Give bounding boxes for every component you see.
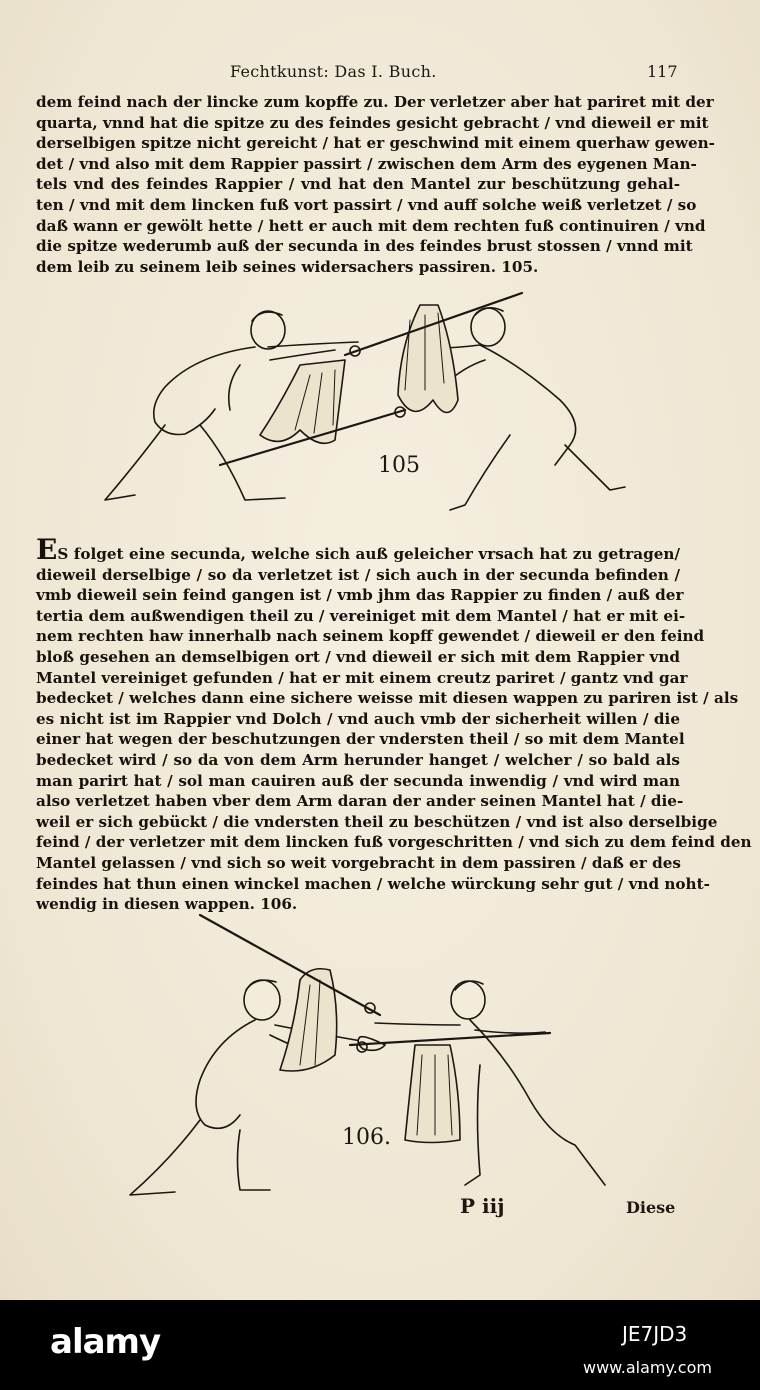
text-line: ten / vnd mit dem lincken fuß vort passirt / vnd auff solche weiß verletzet / so bbox=[36, 195, 697, 214]
text-line: die spitze wederumb auß der secunda in des feindes brust stossen / vnnd mit bbox=[36, 237, 693, 256]
paragraph-1 bbox=[36, 92, 715, 277]
text-line: dieweil derselbige / so da verletzet ist / sich auch in der secunda befinden / bbox=[36, 565, 680, 584]
text-line: es nicht ist im Rappier vnd Dolch / vnd auch vmb der sicherheit willen / die bbox=[36, 709, 680, 728]
woodcut-figure-106 bbox=[80, 905, 660, 1205]
signature-mark: P iij bbox=[460, 1194, 505, 1218]
text-line: weil er sich gebückt / die vndersten theil zu beschützen / vnd ist also derselbige bbox=[36, 812, 718, 831]
text-line: dem leib zu seinem leib seines widersachers passiren. 105. bbox=[36, 257, 539, 276]
rapier-upper bbox=[200, 915, 380, 1015]
drop-cap: E bbox=[36, 533, 58, 566]
paragraph-2 bbox=[36, 533, 752, 915]
text-line-content: S folget eine secunda, welche sich auß geleicher vrsach hat zu getragen/ bbox=[57, 545, 680, 563]
text-line: bedecket / welches dann eine sichere weisse mit diesen wappen zu pariren ist / als bbox=[36, 689, 739, 708]
text-line: man parirt hat / sol man cauiren auß der secunda inwendig / vnd wird man bbox=[36, 771, 680, 790]
left-cloak-illustration bbox=[280, 969, 337, 1071]
text-line: tertia dem außwendigen theil zu / vereiniget mit dem Mantel / hat er mit ei- bbox=[36, 606, 686, 625]
site-url: www.alamy.com bbox=[583, 1358, 712, 1377]
text-line: vmb dieweil sein feind gangen ist / vmb jhm das Rappier zu finden / auß der bbox=[36, 586, 684, 605]
rapier-lower bbox=[350, 1033, 550, 1045]
text-line: Mantel vereiniget gefunden / hat er mit einem creutz pariret / gantz vnd gar bbox=[36, 668, 688, 687]
text-line: feind / der verletzer mit dem lincken fuß vorgeschritten / vnd sich zu dem feind den bbox=[36, 833, 752, 852]
text-line bbox=[36, 533, 680, 566]
woodcut-figure-105 bbox=[90, 285, 650, 525]
right-fencer-illustration bbox=[375, 981, 605, 1185]
text-line: tels vnd des feindes Rappier / vnd hat den Mantel zur beschützung gehal- bbox=[36, 175, 680, 194]
catchword: Diese bbox=[626, 1198, 676, 1217]
brand-logo: alamy bbox=[50, 1322, 161, 1362]
text-line: einer hat wegen der beschutzungen der vndersten theil / so mit dem Mantel bbox=[36, 730, 685, 749]
text-line: feindes hat thun einen winckel machen / welche würckung sehr gut / vnd noht- bbox=[36, 874, 710, 893]
text-line: bloß gesehen an demselbigen ort / vnd dieweil er sich mit dem Rappier vnd bbox=[36, 647, 680, 666]
figure-label-105: 105 bbox=[378, 453, 420, 478]
left-fencer-illustration bbox=[130, 980, 385, 1195]
page-header bbox=[0, 62, 760, 86]
text-line: quarta, vnnd hat die spitze zu des feindes gesicht gebracht / vnd dieweil er mit bbox=[36, 113, 709, 132]
text-line: derselbigen spitze nicht gereicht / hat er geschwind mit einem querhaw gewen- bbox=[36, 134, 715, 153]
text-line: nem rechten haw innerhalb nach seinem kopff gewendet / dieweil er den feind bbox=[36, 627, 705, 646]
text-line: also verletzet haben vber dem Arm daran der ander seinen Mantel hat / die- bbox=[36, 792, 684, 811]
text-line: wendig in diesen wappen. 106. bbox=[36, 895, 298, 914]
running-title: Fechtkunst: Das I. Buch. bbox=[230, 62, 437, 81]
text-line: Mantel gelassen / vnd sich so weit vorgebracht in dem passiren / daß er des bbox=[36, 853, 681, 872]
text-line: dem feind nach der lincke zum kopffe zu. Der verletzer aber hat pariret mit der bbox=[36, 93, 714, 111]
text-line: daß wann er gewölt hette / hett er auch mit dem rechten fuß continuiren / vnd bbox=[36, 216, 706, 235]
stock-watermark-bar bbox=[0, 1300, 760, 1390]
text-line: det / vnd also mit dem Rappier passirt / zwischen dem Arm des eygenen Man- bbox=[36, 154, 697, 173]
image-id: JE7JD3 bbox=[622, 1322, 688, 1346]
page-number: 117 bbox=[647, 62, 678, 81]
text-line: bedecket wird / so da von dem Arm herunder hanget / welcher / so bald als bbox=[36, 750, 680, 769]
figure-label-106: 106. bbox=[342, 1125, 391, 1150]
